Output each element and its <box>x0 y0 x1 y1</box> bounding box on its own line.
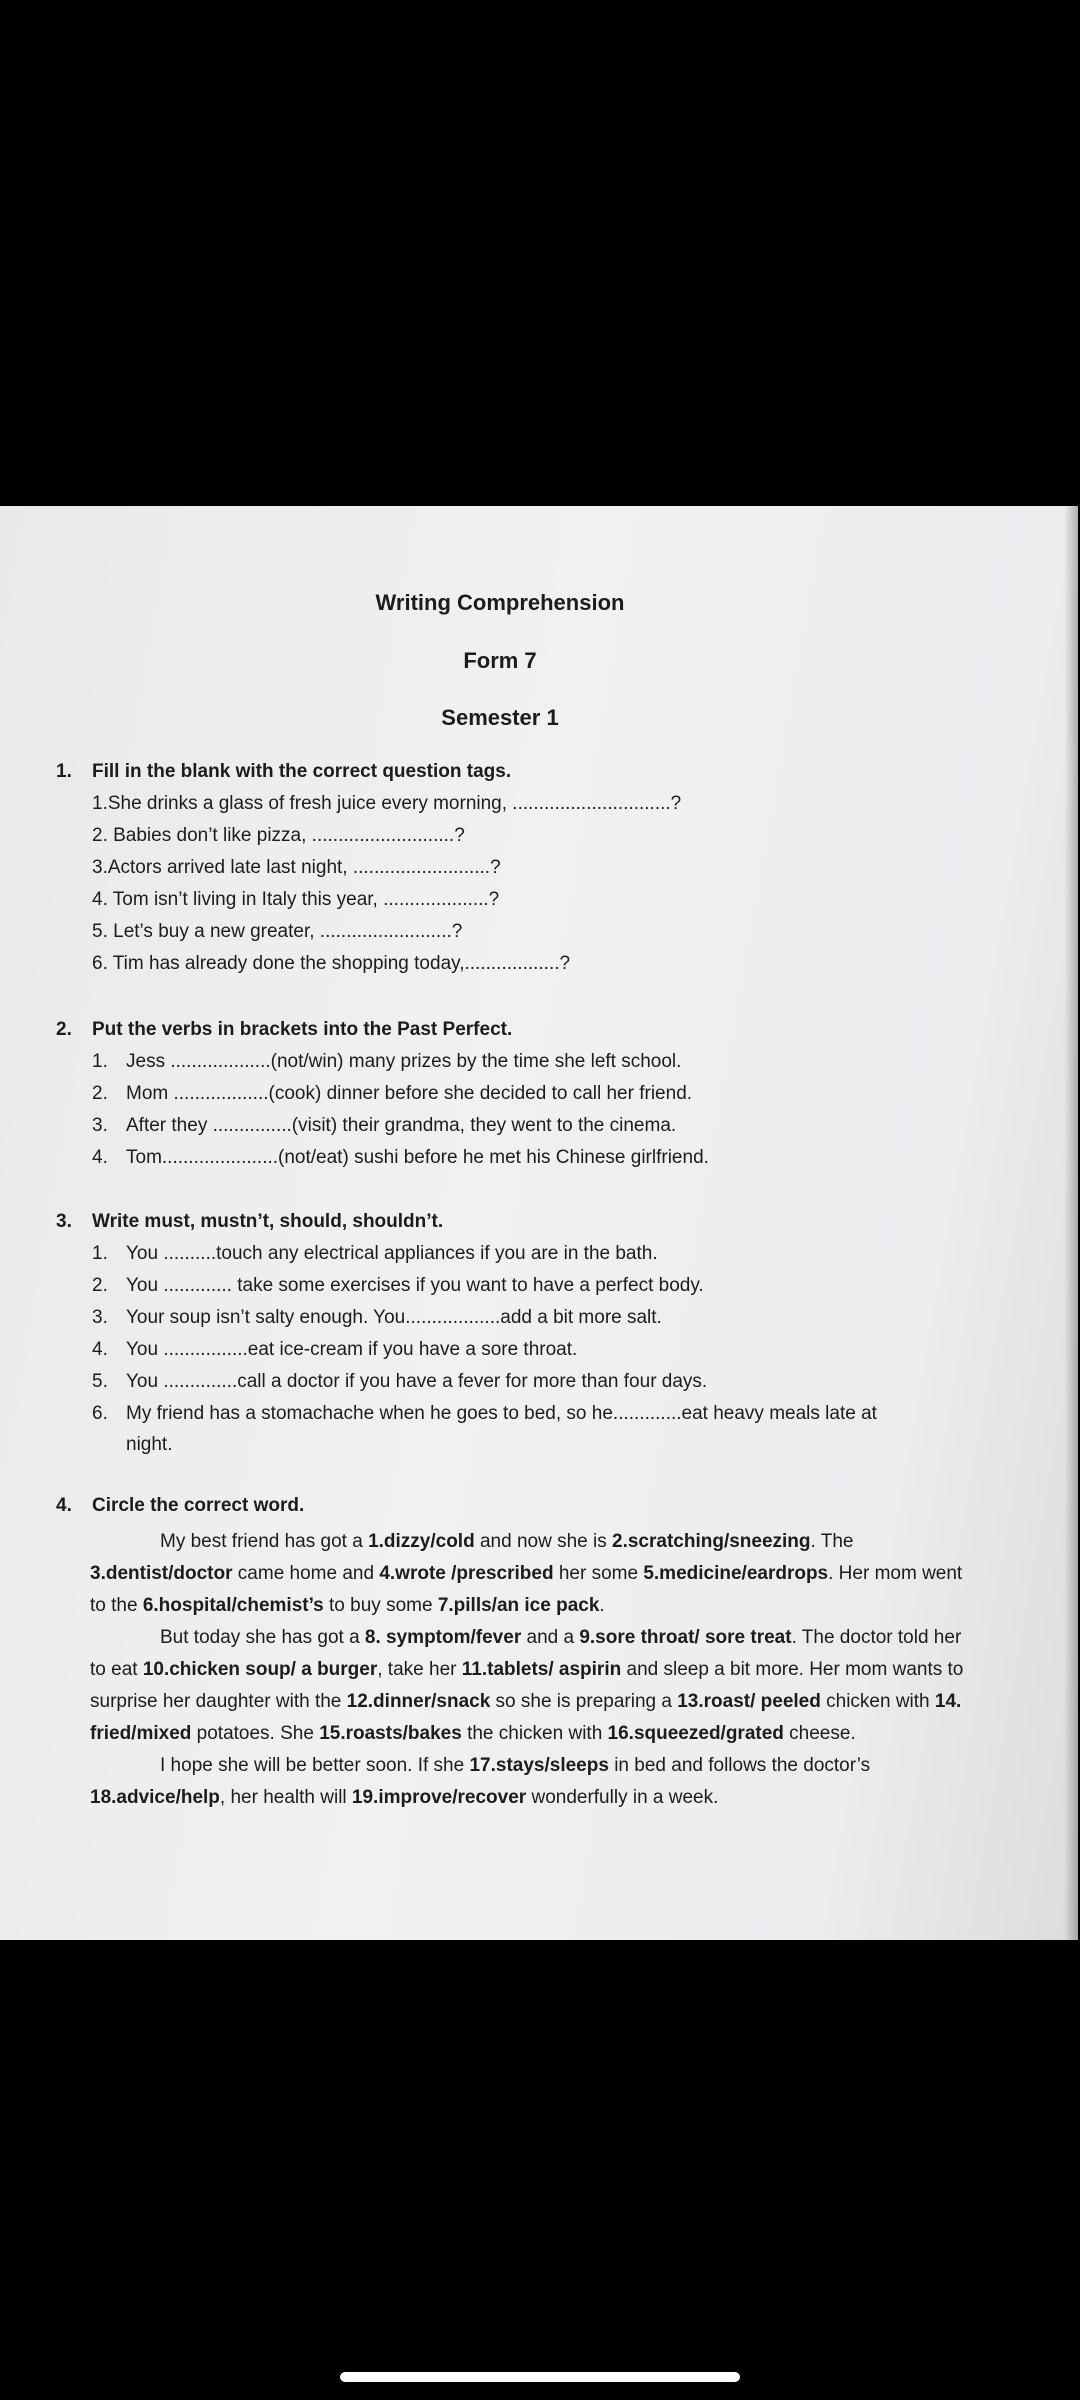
section-modals <box>56 1206 986 1460</box>
answer-choice: 7.pills/an ice pack <box>437 1595 600 1616</box>
exercise-item: 3.Actors arrived late last night, ..........................? <box>92 857 501 878</box>
exercise-item <box>56 1046 986 1078</box>
worksheet-title: Writing Comprehension <box>375 590 625 615</box>
section-title <box>56 1490 986 1522</box>
answer-choice: 6.hospital/chemist’s <box>142 1595 324 1616</box>
exercise-item <box>56 1334 986 1366</box>
story-fragment: and a <box>521 1627 580 1648</box>
item-number: 1. <box>92 1243 108 1264</box>
exercise-item <box>56 1270 986 1302</box>
exercise-item: 2. Babies don’t like pizza, ...........................? <box>92 825 465 846</box>
item-text: You ............. take some exercises if you want to have a perfect body. <box>126 1275 704 1296</box>
story-fragment: I hope she will be better soon. If she <box>160 1755 470 1776</box>
answer-choice: 16.squeezed/grated <box>607 1723 784 1744</box>
story-fragment: came home and <box>232 1563 380 1584</box>
story-fragment: My best friend has got a <box>160 1531 369 1552</box>
section-number: 3. <box>56 1211 72 1232</box>
section-heading: Circle the correct word. <box>92 1495 305 1516</box>
story-paragraph-3 <box>90 1750 980 1814</box>
story-text <box>90 1526 980 1814</box>
section-question-tags <box>56 756 986 980</box>
exercise-item <box>56 1366 986 1398</box>
answer-choice: 17.stays/sleeps <box>469 1755 609 1776</box>
item-text: You ..........touch any electrical appliances if you are in the bath. <box>126 1243 658 1264</box>
item-text: My friend has a stomachache when he goes to bed, so he.............eat heavy meals late at <box>126 1403 877 1424</box>
exercise-item <box>56 1078 986 1110</box>
answer-choice: 12.dinner/snack <box>346 1691 491 1712</box>
exercise-item: 5. Let’s buy a new greater, .........................? <box>92 921 463 942</box>
answer-choice: 8. symptom/fever <box>364 1627 522 1648</box>
story-fragment: . <box>599 1595 605 1616</box>
story-paragraph-1 <box>90 1526 980 1622</box>
semester-label: Semester 1 <box>441 705 559 730</box>
story-fragment: wonderfully in a week. <box>526 1787 719 1808</box>
section-heading: Write must, mustn’t, should, shouldn’t. <box>92 1211 444 1232</box>
item-text: You ................eat ice-cream if you have a sore throat. <box>126 1339 578 1360</box>
exercise-item: 4. Tom isn’t living in Italy this year, ....................? <box>92 889 500 910</box>
answer-choice: 14. fried/mixed <box>90 1691 962 1744</box>
section-past-perfect <box>56 1014 986 1174</box>
item-number: 2. <box>92 1275 108 1296</box>
item-number: 3. <box>92 1115 108 1136</box>
section-circle-word <box>56 1490 986 1522</box>
story-fragment: . Her mom went to the <box>90 1563 963 1616</box>
story-fragment: But today she has got a <box>160 1627 365 1648</box>
item-text: Mom ..................(cook) dinner before she decided to call her friend. <box>126 1083 693 1104</box>
worksheet-paper <box>0 506 1078 1940</box>
story-fragment: cheese. <box>783 1723 856 1744</box>
home-indicator[interactable] <box>340 2372 740 2382</box>
section-heading: Put the verbs in brackets into the Past Perfect. <box>92 1019 513 1040</box>
item-text: After they ...............(visit) their grandma, they went to the cinema. <box>126 1115 677 1136</box>
exercise-item <box>56 1110 986 1142</box>
item-number: 1. <box>92 1051 108 1072</box>
story-fragment: potatoes. She <box>191 1723 320 1744</box>
exercise-item: 1.She drinks a glass of fresh juice every morning, ..............................? <box>92 793 682 814</box>
item-continuation: night. <box>126 1434 173 1455</box>
story-fragment: , her health will <box>219 1787 352 1808</box>
story-fragment: her some <box>553 1563 644 1584</box>
item-number: 2. <box>92 1083 108 1104</box>
section-number: 4. <box>56 1495 72 1516</box>
exercise-item <box>56 1142 986 1174</box>
item-number: 3. <box>92 1307 108 1328</box>
answer-choice: 1.dizzy/cold <box>368 1531 475 1552</box>
story-fragment: , take her <box>377 1659 462 1680</box>
item-text: Jess ...................(not/win) many prizes by the time she left school. <box>126 1051 682 1072</box>
answer-choice: 3.dentist/doctor <box>90 1563 233 1584</box>
answer-choice: 15.roasts/bakes <box>319 1723 462 1744</box>
exercise-item <box>56 1398 986 1430</box>
answer-choice: 13.roast/ peeled <box>677 1691 821 1712</box>
section-number: 2. <box>56 1019 72 1040</box>
story-fragment: . The <box>810 1531 854 1552</box>
story-fragment: chicken with <box>820 1691 935 1712</box>
section-title <box>56 1206 986 1238</box>
item-text: Tom......................(not/eat) sushi before he met his Chinese girlfriend. <box>126 1147 709 1168</box>
story-fragment: so she is preparing a <box>490 1691 678 1712</box>
item-number: 5. <box>92 1371 108 1392</box>
story-paragraph-2 <box>90 1622 980 1750</box>
item-number: 4. <box>92 1147 108 1168</box>
answer-choice: 19.improve/recover <box>351 1787 527 1808</box>
section-title <box>56 1014 986 1046</box>
form-label: Form 7 <box>463 648 537 673</box>
item-text: You ..............call a doctor if you have a fever for more than four days. <box>126 1371 708 1392</box>
answer-choice: 9.sore throat/ sore treat <box>579 1627 792 1648</box>
item-number: 6. <box>92 1403 108 1424</box>
answer-choice: 18.advice/help <box>90 1787 220 1808</box>
section-number: 1. <box>56 761 72 782</box>
answer-choice: 10.chicken soup/ a burger <box>142 1659 378 1680</box>
story-fragment: to buy some <box>323 1595 438 1616</box>
answer-choice: 2.scratching/sneezing <box>612 1531 811 1552</box>
item-text: Your soup isn’t salty enough. You..................add a bit more salt. <box>126 1307 662 1328</box>
section-title <box>56 756 986 788</box>
story-fragment: and sleep a bit more. Her mom wants to surprise her daughter with the <box>90 1659 964 1712</box>
story-fragment: . The doctor told her to eat <box>90 1627 962 1680</box>
answer-choice: 4.wrote /prescribed <box>379 1563 554 1584</box>
story-fragment: the chicken with <box>461 1723 608 1744</box>
exercise-item: 6. Tim has already done the shopping today,..................? <box>92 953 571 974</box>
exercise-item <box>56 1238 986 1270</box>
answer-choice: 5.medicine/eardrops <box>643 1563 829 1584</box>
section-heading: Fill in the blank with the correct question tags. <box>92 761 512 782</box>
answer-choice: 11.tablets/ aspirin <box>461 1659 622 1680</box>
story-fragment: in bed and follows the doctor’s <box>608 1755 871 1776</box>
exercise-item <box>56 1302 986 1334</box>
story-fragment: and now she is <box>474 1531 613 1552</box>
item-number: 4. <box>92 1339 108 1360</box>
